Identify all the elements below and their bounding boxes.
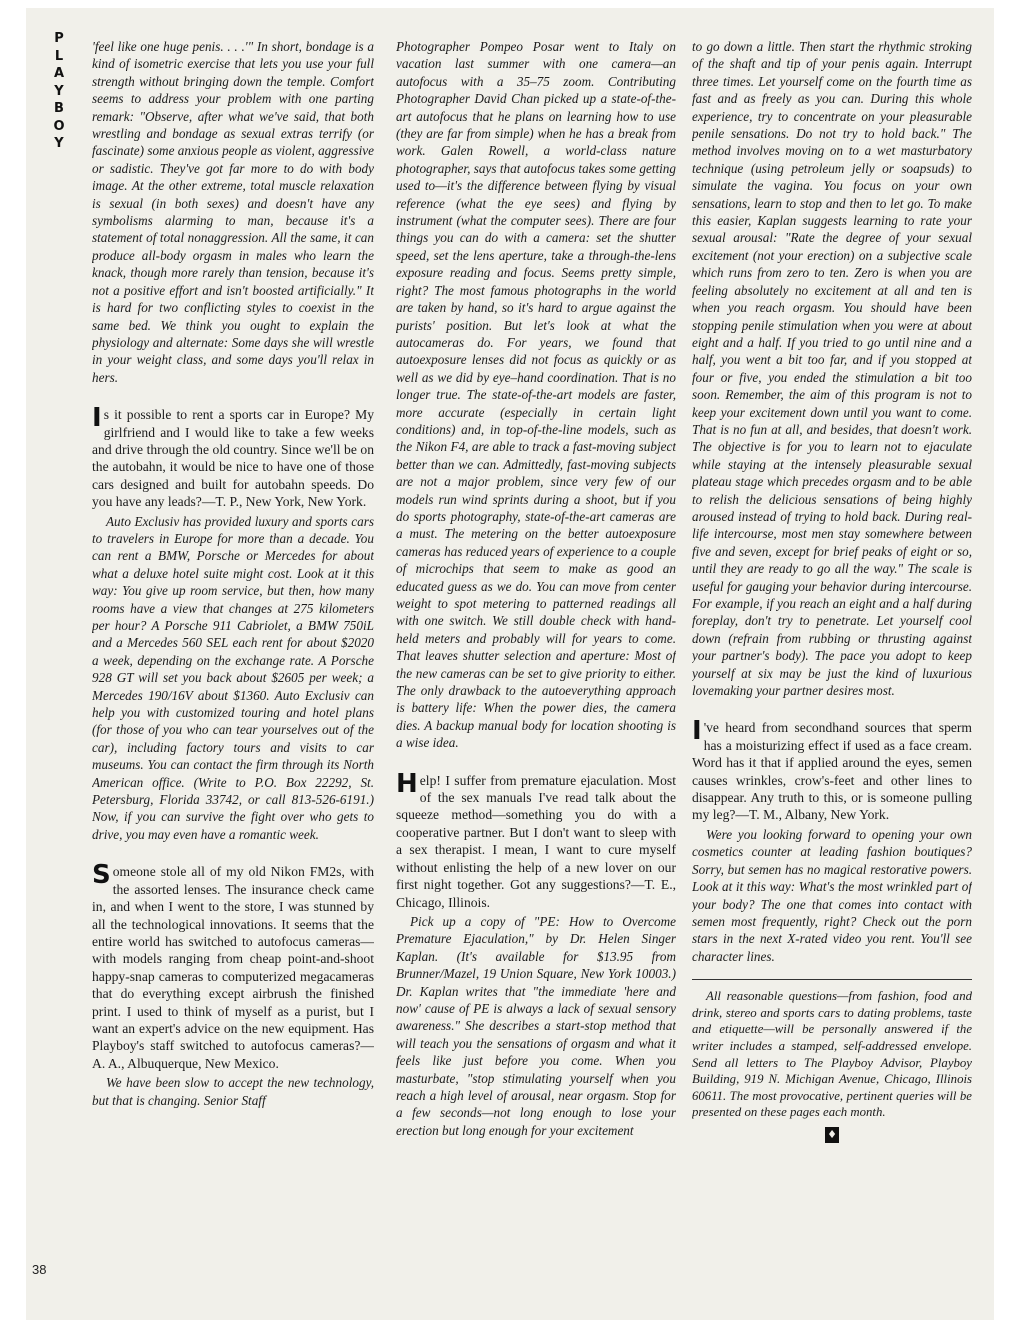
drop-cap: I — [92, 403, 102, 434]
rabbit-logo-icon: ♦ — [825, 1127, 839, 1143]
masthead-letter: P — [54, 31, 64, 46]
answer-premature: Pick up a copy of "PE: How to Overcome Premature Ejaculation," by Dr. Helen Singer Kaplan. (It's available for $13.95 from Brunner/Mazel, 19 Union Square, New York 10003.) Dr. Kaplan writes that "the immediate 'here and now' cause of PE is always a lack of sexual sensory awareness." She describes a start-stop method that will teach you the sensations of orgasm and what it feels like just before you come. When you masturbate, "stop stimulating yourself when you reach a high level of arousal, near orgasm. Stop for a few seconds—not long enough to lose your erection but long enough for your excitement — [396, 913, 676, 1138]
divider — [692, 979, 972, 980]
question-text: omeone stole all of my old Nikon FM2s, with the assorted lenses. The insurance check came in, and when I went to the store, I was stunned by all the technological innovations. It seems that the entire world has switched to autofocus cameras—with models ranging from cheap point-and-shoot happy-snap cameras to computerized megacameras that do everything except airbrush the finished print. I used to think of myself as a purist, but I want an expert's advice on the new equipment. Has Playboy's staff switched to autofocus cameras?—A. A., Albuquerque, New Mexico. — [92, 864, 374, 1071]
masthead-letter: L — [54, 48, 64, 64]
question-text: elp! I suffer from premature ejaculation. Most of the sex manuals I've read talk about the squeeze method—something you do with a cooperative partner. But I don't want to sleep with a sex therapist. I mean, I want to cure myself without enlisting the help of a new lover on our first night together. Got any suggestions?—T. E., Chicago, Illinois. — [396, 772, 676, 910]
answer-camera-continued: Photographer Pompeo Posar went to Italy on vacation last summer with one camera—an autofocus with a 35–75 zoom. Contributing Photographer David Chan picked up a state-of-the-art autofocus that he plans on learning how to use (they are far from simple) when he has a break from work. Galen Rowell, a world-class nature photographer, says that autofocus takes some getting used to—it's the difference between flying by visual reference (what the eye sees) and flying by instrument (what the computer sees). There are four things you can do with a camera: set the shutter speed, set the lens aperture, take a through-the-lens exposure reading and focus. Seems pretty simple, right? The most famous photographs in the world are taken by hand, so it's hard to argue against the purists' position. But let's look at what the autocameras do. For years, we found that autoexposure lenses did not focus as quickly or as well as we did by eye–hand coordination. That is no longer true. The state-of-the-art models are faster, more accurate (especially in certain light conditions) and, in top-of-the-line models, such as the Nikon F4, are able to track a fast-moving subject better than we can. Admittedly, fast-moving subjects are not a major problem, since very few of our models run wind sprints during a shoot, but if you do sports photography, state-of-the-art cameras are a must. The metering on the better autoexposure cameras has reduced years of experience to a couple of microchips that seem to make as good an educated guess as we do. You can move from center weight to spot metering to patterned readings all with one switch. We still double check with hand-held meters and probably will for years to come. That leaves shutter selection and aperture: Most of the new cameras can be set to give priority to either. The only drawback to the autoeverything approach is battery life: When the power dies, the camera dies. A backup manual body for location shooting is a wise idea. — [396, 39, 676, 751]
answer-bondage-continued: 'feel like one huge penis. . . .'" In short, bondage is a kind of isometric exercise that lets you use your full strength without bringing down the temple. Comfort seems to address your problem with one parting remark: "Observe, after what we've said, that both wrestling and bondage as sexual extras terrify (or fascinate) some anxious people as violent, aggressive or sadistic. They've got far more to do with body image. At the other extreme, total muscle relaxation is sexual (in both sexes) and doesn't have any symbolisms alarming to man, because it's a statement of total nonaggression. All the same, it can produce all-body orgasm in males who learn the knack, though more rarely than tension, because it's not a positive effort and isn't boosted artificially." It is hard for two conflicting styles to coexist in the same bed. We think you ought to explain the physiology and alternate: Some days she will wrestle in your weight class, and some days you'll relax in hers. — [92, 39, 374, 385]
vertical-masthead — [50, 30, 68, 153]
drop-cap: H — [396, 768, 418, 799]
magazine-page — [26, 8, 994, 1320]
question-premature — [396, 768, 676, 911]
drop-cap: I — [692, 716, 702, 747]
answer-sports-car: Auto Exclusiv has provided luxury and sports cars to travelers in Europe for more than a decade. You can rent a BMW, Porsche or Mercedes for about what a deluxe hotel suite might cost. Look at it this way: You give up room service, but then, how many rooms have a view that changes at 275 kilometers per hour? A Porsche 911 Cabriolet, a BMW 750iL and a Mercedes 560 SEL each rent for about $2020 a week, depending on the exchange rate. A Porsche 928 GT will set you back about $2605 per week; a Mercedes 190/16V about $1360. Auto Exclusiv can help you with customized touring and hotel plans (for those of you who can tear yourselves out of the car), including factory tours and visits to car museums. You can contact the firm through its North American office. (Write to P.O. Box 22292, St. Petersburg, Florida 33742, or call 813-526-6191.) Now, if you can survive the fight over who gets to drive, you may even have a romantic week. — [92, 513, 374, 842]
question-face-cream — [692, 716, 972, 823]
column-3 — [692, 38, 972, 1300]
page-number: 38 — [32, 1262, 47, 1277]
question-text: s it possible to rent a sports car in Europe? My girlfriend and I would like to take a few weeks and drive through the old country. Since we'll be on the autobahn, it would be nice to have one of those cars designed and built for autobahn speeds. Do you have any leads?—T. P., New York, New York. — [92, 407, 374, 510]
answer-premature-continued: to go down a little. Then start the rhythmic stroking of the shaft and tip of your penis again. Interrupt three times. Let yourself come on the fourth time as fast and as freely as you can. During this whole experience, try to concentrate on your pleasurable penile sensations. Do not try to hold back." The method involves moving on to a wet masturbatory technique (using petroleum jelly or soapsuds) to simulate the vagina. You focus on your own sensations, learn to stop and then to let go. To make this easier, Kaplan suggests learning to rate your sexual arousal: "Rate the degree of your sexual excitement (not your erection) on a subjective scale which runs from zero to ten. Zero is when you are feeling absolutely no excitement at all and ten is when you reach orgasm. You should have been stopping penile stimulation when you were at about eight and a half. If you tried to go until nine and a half, you went a bit too far, and if you stopped at four or five, you ended the stimulation a bit too soon. Remember, the aim of this program is not to keep your excitement down until you want to come. That is no fun at all, and besides, that doesn't work. The objective is for you to learn not to ejaculate while staying at the intensely pleasurable sexual plateau stage which precedes orgasm and to be able to relish the delicious sensations of being highly aroused instead of trying to hold back. During real-life intercourse, most men stay somewhere between five and seven, except for brief peaks of eight or so, until they are ready to go all the way." The scale is useful for gauging your behavior during intercourse. For example, if you reach an eight and a half during foreplay, don't try to penetrate. Let yourself cool down (refrain from rubbing or thrusting against your partner's body). The pace you adopt to keep yourself at six may be just the kind of luxurious lovemaking your partner desires most. — [692, 39, 972, 699]
question-sports-car — [92, 403, 374, 510]
column-1 — [92, 38, 374, 1300]
masthead-letter: Y — [54, 83, 64, 99]
answer-face-cream: Were you looking forward to opening your own cosmetics counter at leading fashion boutiques? Sorry, but semen has no magical restorative powers. Look at it this way: What's the most wrinkled part of your body? The one that comes into contact with semen most frequently, right? Check out the porn stars in the next X-rated video you rent. You'll see character lines. — [692, 826, 972, 964]
advisor-footer-note: All reasonable questions—from fashion, food and drink, stereo and sports cars to dating problems, taste and etiquette—will be personally answered if the writer includes a stamped, self-addressed envelope. Send all letters to The Playboy Advisor, Playboy Building, 919 N. Michigan Avenue, Chicago, Illinois 60611. The most provocative, pertinent queries will be presented on these pages each month. — [692, 989, 972, 1120]
masthead-letter: A — [53, 66, 65, 81]
masthead-letter: O — [53, 118, 65, 134]
drop-cap: S — [92, 860, 111, 891]
masthead-letter: B — [54, 101, 64, 116]
answer-camera: We have been slow to accept the new technology, but that is changing. Senior Staff — [92, 1075, 374, 1108]
question-camera — [92, 860, 374, 1072]
masthead-letter: Y — [54, 136, 64, 151]
question-text: 've heard from secondhand sources that sperm has a moisturizing effect if used as a face cream. Word has it that if applied around the eyes, semen causes wrinkles, crow's-feet and other lines to disappear. Any truth to this, or is someone pulling my leg?—T. M., Albany, New York. — [692, 720, 972, 823]
column-2 — [396, 38, 676, 1300]
